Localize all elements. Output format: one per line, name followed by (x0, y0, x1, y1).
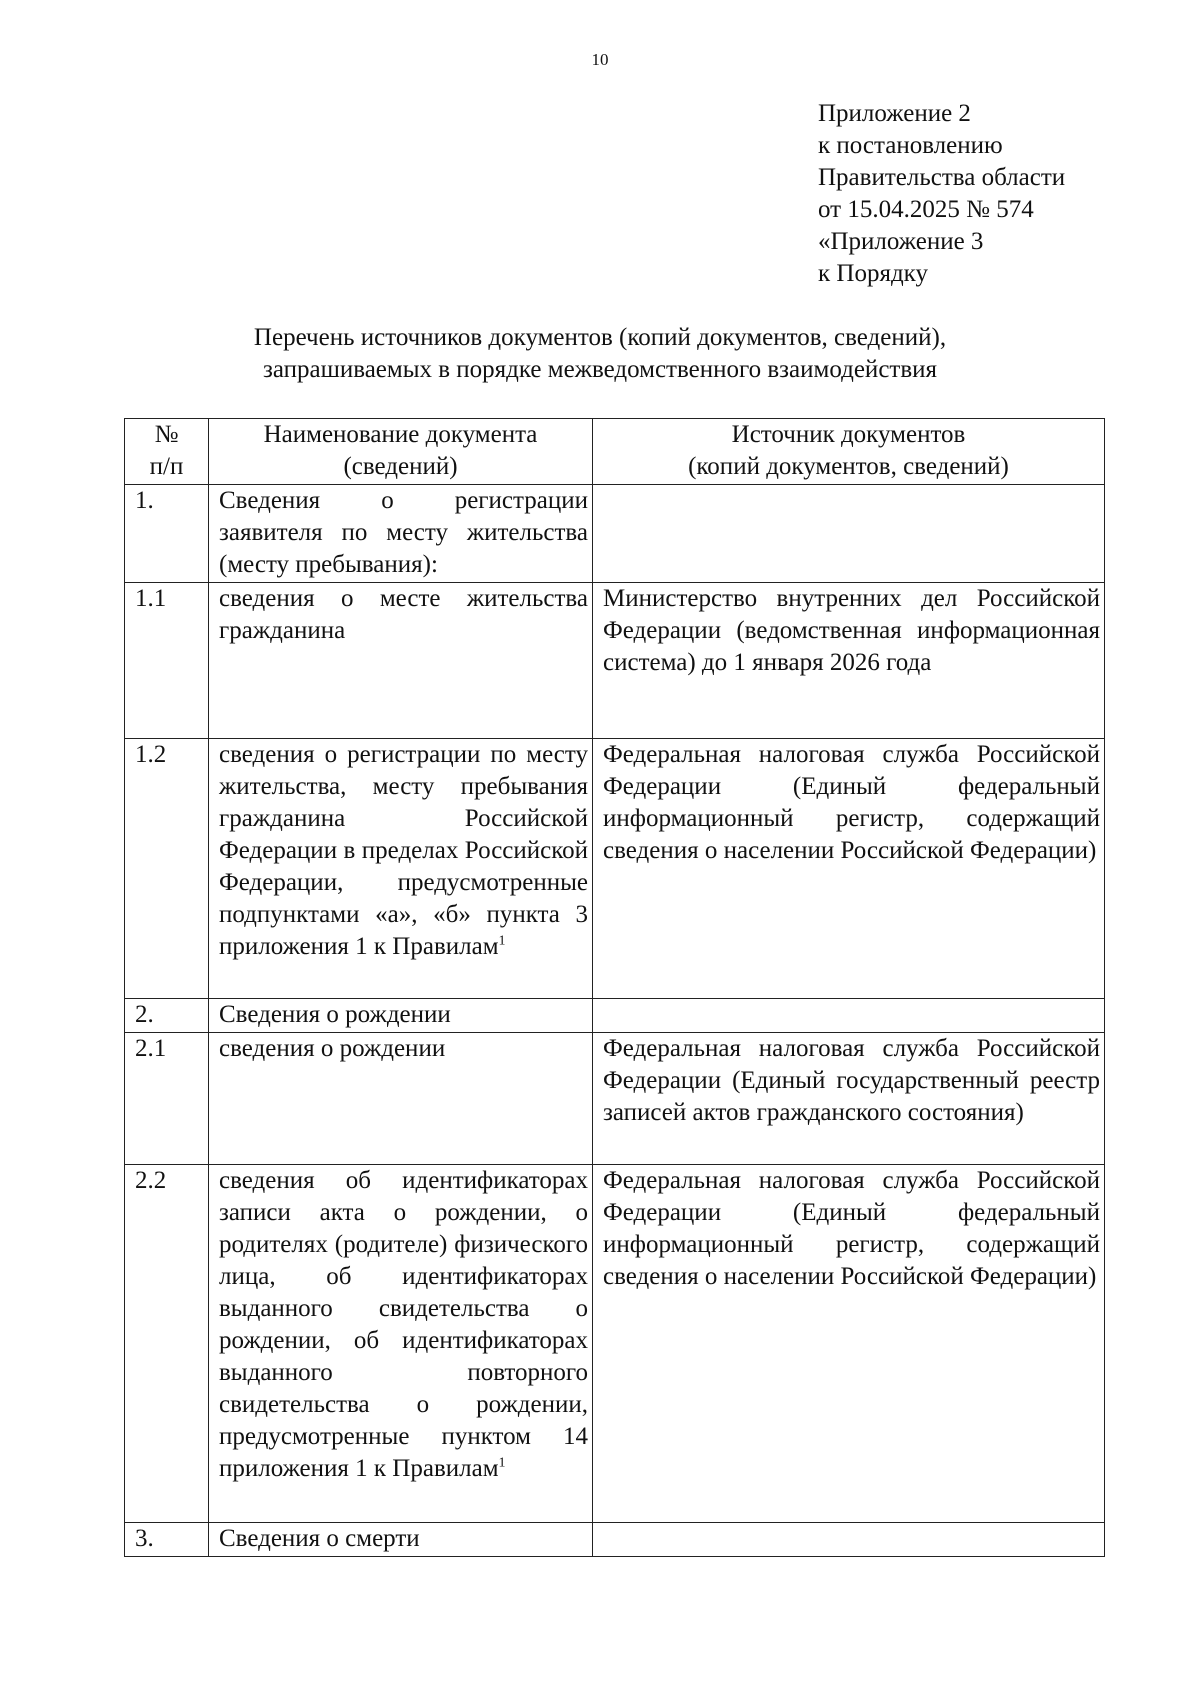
row-number: 1.2 (125, 739, 209, 999)
table-header-row (125, 419, 1105, 485)
row-number: 1.1 (125, 583, 209, 739)
row-document-name-text: сведения о рождении (219, 1035, 446, 1062)
footnote-reference: 1 (498, 933, 506, 949)
table-row (125, 999, 1105, 1033)
header-number-line: № (154, 421, 179, 448)
row-number: 1. (125, 485, 209, 583)
row-source (593, 1523, 1105, 1557)
appendix-line: Правительства области (818, 164, 1066, 191)
header-document-name (209, 419, 593, 485)
appendix-line: к постановлению (818, 132, 1003, 159)
row-source (593, 999, 1105, 1033)
row-document-name (209, 1523, 593, 1557)
appendix-line: Приложение 2 (818, 100, 971, 127)
footnote-reference: 1 (498, 1455, 506, 1471)
row-source (593, 485, 1105, 583)
sources-table (124, 418, 1105, 1557)
row-document-name (209, 1033, 593, 1165)
appendix-line: от 15.04.2025 № 574 (818, 196, 1034, 223)
row-number: 2. (125, 999, 209, 1033)
row-document-name (209, 583, 593, 739)
document-title-line: Перечень источников документов (копий документов, сведений), (253, 324, 947, 351)
row-document-name-text: Сведения о смерти (219, 1525, 420, 1552)
table-row (125, 1523, 1105, 1557)
table-row (125, 1165, 1105, 1523)
page-number: 10 (591, 50, 609, 69)
row-document-name-text: сведения о регистрации по месту жительства, месту пребывания гражданина Российской Федерации в пределах Российской Федерации, предусмотренные подпунктами «а», «б» пункта 3 приложения 1 к Правилам (219, 741, 588, 960)
header-source-line: Источник документов (731, 421, 966, 448)
row-number: 2.2 (125, 1165, 209, 1523)
row-source: Министерство внутренних дел Российской Федерации (ведомственная информационная система) до 1 января 2026 года (593, 583, 1105, 739)
row-source: Федеральная налоговая служба Российской Федерации (Единый федеральный информационный регистр, содержащий сведения о населении Российской Федерации) (593, 1165, 1105, 1523)
row-source: Федеральная налоговая служба Российской Федерации (Единый государственный реестр записей актов гражданского состояния) (593, 1033, 1105, 1165)
row-document-name-text: Сведения о рождении (219, 1001, 451, 1028)
row-document-name-text: Сведения о регистрации заявителя по месту жительства (месту пребывания): (219, 487, 588, 578)
table-row (125, 739, 1105, 999)
table-row (125, 1033, 1105, 1165)
appendix-header (818, 98, 1065, 290)
table-row (125, 583, 1105, 739)
row-document-name (209, 485, 593, 583)
header-source-line: (копий документов, сведений) (688, 453, 1009, 480)
header-name-line: (сведений) (343, 453, 458, 480)
row-number: 3. (125, 1523, 209, 1557)
row-document-name (209, 999, 593, 1033)
header-number (125, 419, 209, 485)
row-source: Федеральная налоговая служба Российской Федерации (Единый федеральный информационный регистр, содержащий сведения о населении Российской Федерации) (593, 739, 1105, 999)
document-title (0, 322, 1200, 386)
row-number: 2.1 (125, 1033, 209, 1165)
row-document-name (209, 1165, 593, 1523)
row-document-name (209, 739, 593, 999)
document-title-line: запрашиваемых в порядке межведомственного взаимодействия (262, 356, 938, 383)
row-document-name-text: сведения об идентификаторах записи акта о рождении, о родителях (родителе) физического лица, об идентификаторах выданного свидетельства о рождении, об идентификаторах выданного повторного свидетельства о рождении, предусмотренные пунктом 14 приложения 1 к Правилам (219, 1167, 588, 1482)
appendix-line: «Приложение 3 (818, 228, 984, 255)
header-number-line: п/п (149, 453, 184, 480)
appendix-line: к Порядку (818, 260, 928, 287)
row-document-name-text: сведения о месте жительства гражданина (219, 585, 588, 644)
table-row (125, 485, 1105, 583)
header-source (593, 419, 1105, 485)
header-name-line: Наименование документа (263, 421, 538, 448)
